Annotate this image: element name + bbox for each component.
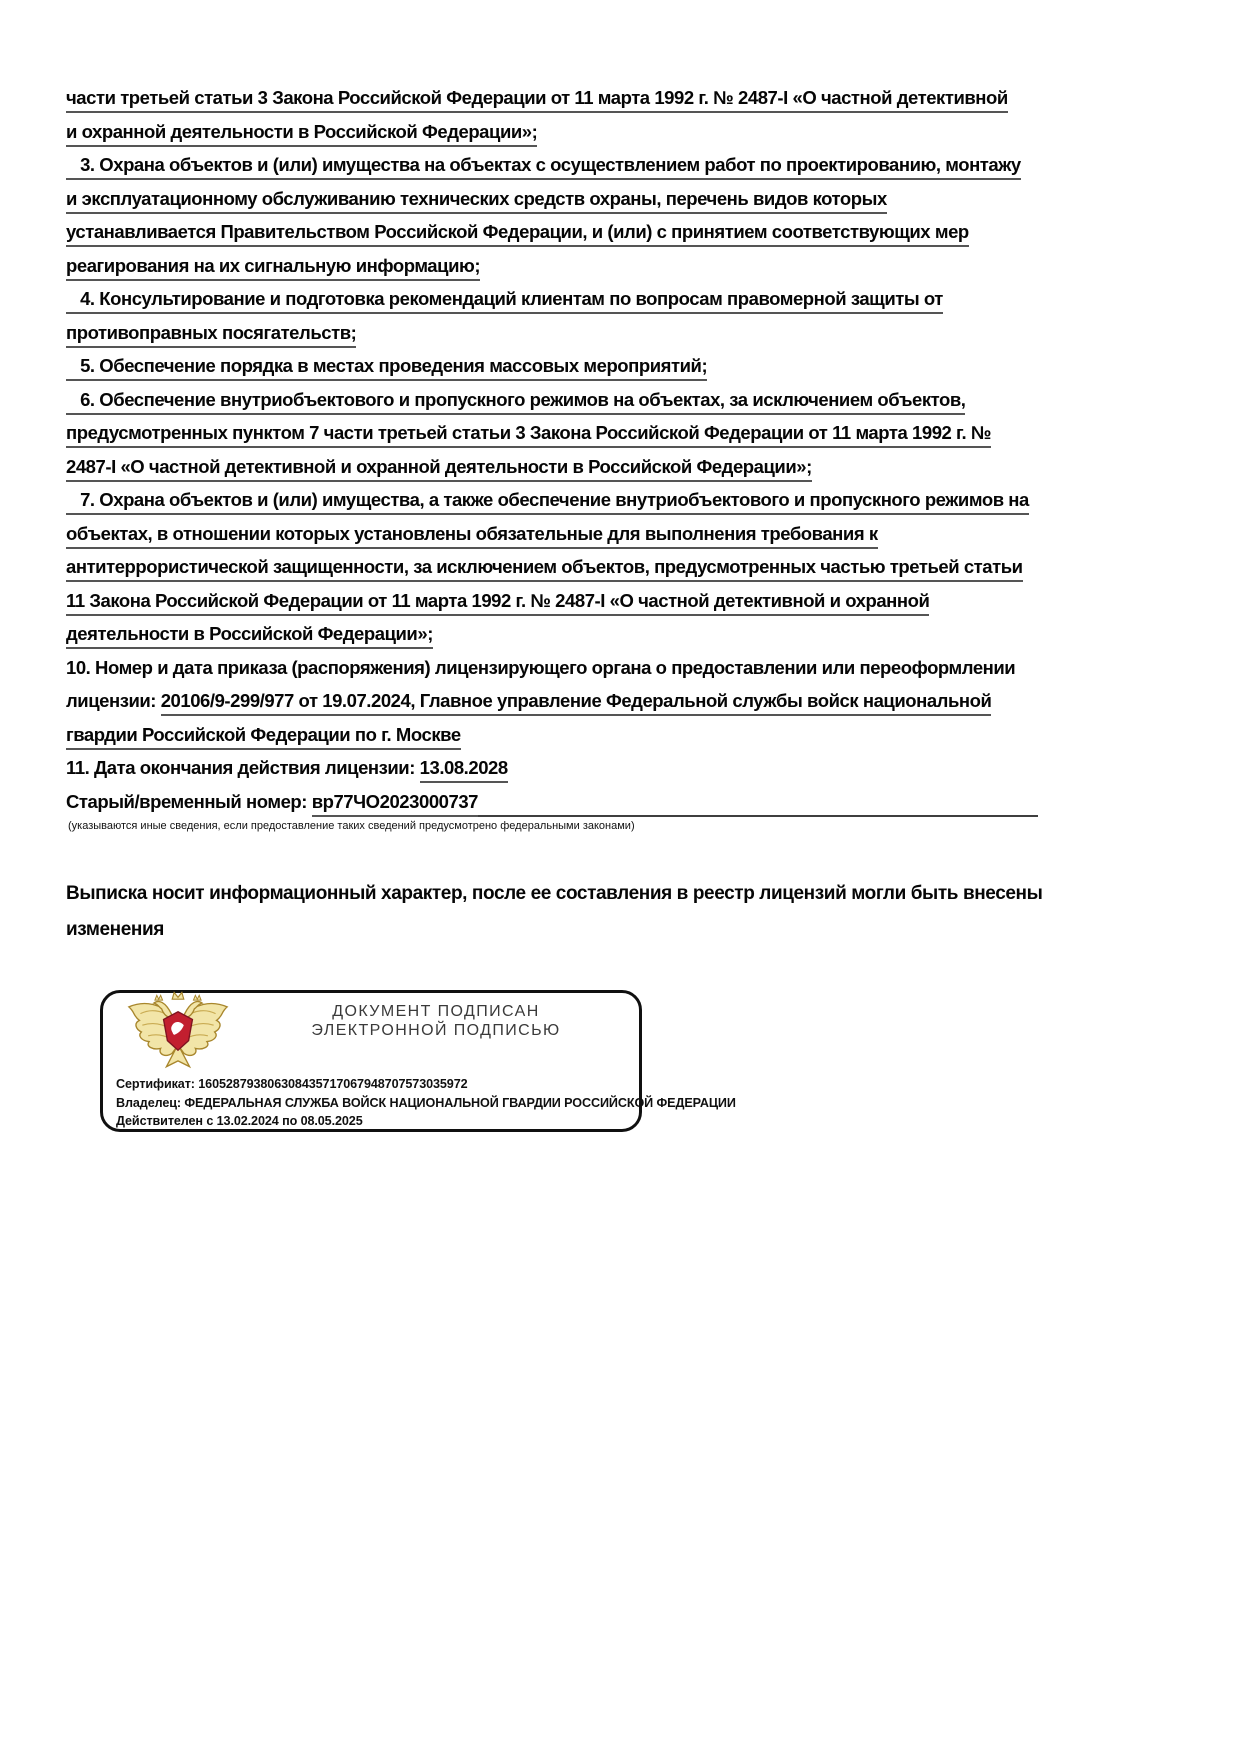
stamp-title-line-2: ЭЛЕКТРОННОЙ ПОДПИСЬЮ — [311, 1022, 561, 1039]
text-line — [66, 152, 1038, 186]
owner-line: Владелец: ФЕДЕРАЛЬНАЯ СЛУЖБА ВОЙСК НАЦИОНАЛЬНОЙ ГВАРДИИ РОССИЙСКОЙ ФЕДЕРАЦИИ — [116, 1095, 736, 1110]
text-line — [66, 320, 1038, 354]
underlined-text-segment: 4. Консультирование и подготовка рекомендаций клиентам по вопросам правомерной защиты от — [66, 286, 943, 314]
underlined-text-segment: реагирования на их сигнальную информацию; — [66, 253, 480, 281]
text-line — [66, 621, 1038, 655]
underlined-text-segment: противоправных посягательств; — [66, 320, 356, 348]
underlined-text-segment: 5. Обеспечение порядка в местах проведения массовых мероприятий; — [66, 353, 707, 381]
stamp-info — [116, 1075, 736, 1131]
underlined-text-segment: вр77ЧО2023000737 — [312, 789, 478, 817]
underlined-text-segment: и охранной деятельности в Российской Федерации»; — [66, 119, 537, 147]
note-line-1: Выписка носит информационный характер, после ее составления в реестр лицензий могли быть внесены — [66, 883, 1043, 904]
text-line — [66, 219, 1038, 253]
underlined-text-segment: части третьей статьи 3 Закона Российской Федерации от 11 марта 1992 г. № 2487-I «О частной детективной — [66, 85, 1008, 113]
text-line — [66, 655, 1038, 689]
underlined-text-segment: и эксплуатационному обслуживанию технических средств охраны, перечень видов которых — [66, 186, 887, 214]
underlined-text-segment: объектах, в отношении которых установлены обязательные для выполнения требования к — [66, 521, 878, 549]
underlined-text-segment: 2487-I «О частной детективной и охранной деятельности в Российской Федерации»; — [66, 454, 812, 482]
text-line — [66, 253, 1038, 287]
text-line — [66, 755, 1038, 789]
text-line — [66, 387, 1038, 421]
underlined-text-segment: устанавливается Правительством Российской Федерации, и (или) с принятием соответствующих мер — [66, 219, 969, 247]
certificate-line: Сертификат: 160528793806308435717067948707573035972 — [116, 1077, 468, 1091]
text-line — [66, 789, 1038, 823]
stamp-title — [241, 1002, 631, 1040]
text-line — [66, 588, 1038, 622]
underlined-text-segment: 11 Закона Российской Федерации от 11 марта 1992 г. № 2487-I «О частной детективной и охранной — [66, 588, 929, 616]
text-line — [66, 119, 1038, 153]
rosgvardia-emblem-icon — [125, 990, 231, 1072]
underlined-text-segment: антитеррористической защищенности, за исключением объектов, предусмотренных частью третьей статьи — [66, 554, 1023, 582]
digital-signature-stamp — [100, 990, 736, 1132]
underlined-text-segment: 7. Охрана объектов и (или) имущества, а также обеспечение внутриобъектового и пропускного режимов на — [66, 487, 1029, 515]
text-line — [66, 420, 1038, 454]
text-line — [66, 688, 1038, 722]
underlined-text-segment: 20106/9-299/977 от 19.07.2024, Главное управление Федеральной службы войск национальной — [161, 688, 992, 716]
underlined-text-segment: предусмотренных пунктом 7 части третьей статьи 3 Закона Российской Федерации от 11 марта 1992 г. № — [66, 420, 991, 448]
text-line — [66, 286, 1038, 320]
text-line — [66, 454, 1038, 488]
text-line — [66, 186, 1038, 220]
stamp-title-line-1: ДОКУМЕНТ ПОДПИСАН — [332, 1003, 540, 1020]
underlined-text-segment: 6. Обеспечение внутриобъектового и пропускного режимов на объектах, за исключением объектов, — [66, 387, 965, 415]
fine-print-note: (указываются иные сведения, если предоставление таких сведений предусмотрено федеральными законами) — [68, 820, 635, 832]
validity-line: Действителен с 13.02.2024 по 08.05.2025 — [116, 1114, 363, 1128]
text-segment: 11. Дата окончания действия лицензии: — [66, 757, 420, 778]
underlined-text-segment: 3. Охрана объектов и (или) имущества на объектах с осуществлением работ по проектированию, монтажу — [66, 152, 1021, 180]
underlined-text-segment: гвардии Российской Федерации по г. Москве — [66, 722, 461, 750]
text-line — [66, 722, 1038, 756]
text-line — [66, 353, 1038, 387]
document-body — [66, 85, 1038, 822]
underlined-text-segment: 13.08.2028 — [420, 755, 508, 783]
text-line — [66, 85, 1038, 119]
note-line-2: изменения — [66, 919, 164, 940]
text-segment: Старый/временный номер: — [66, 790, 312, 812]
text-line — [66, 521, 1038, 555]
underlined-text-segment: деятельности в Российской Федерации»; — [66, 621, 433, 649]
text-segment: 10. Номер и дата приказа (распоряжения) лицензирующего органа о предоставлении или переоформлении — [66, 656, 1016, 678]
text-line — [66, 487, 1038, 521]
text-line — [66, 554, 1038, 588]
text-segment: лицензии: — [66, 690, 161, 711]
informational-note — [66, 876, 1046, 948]
blank-fill-rule — [478, 789, 1038, 817]
